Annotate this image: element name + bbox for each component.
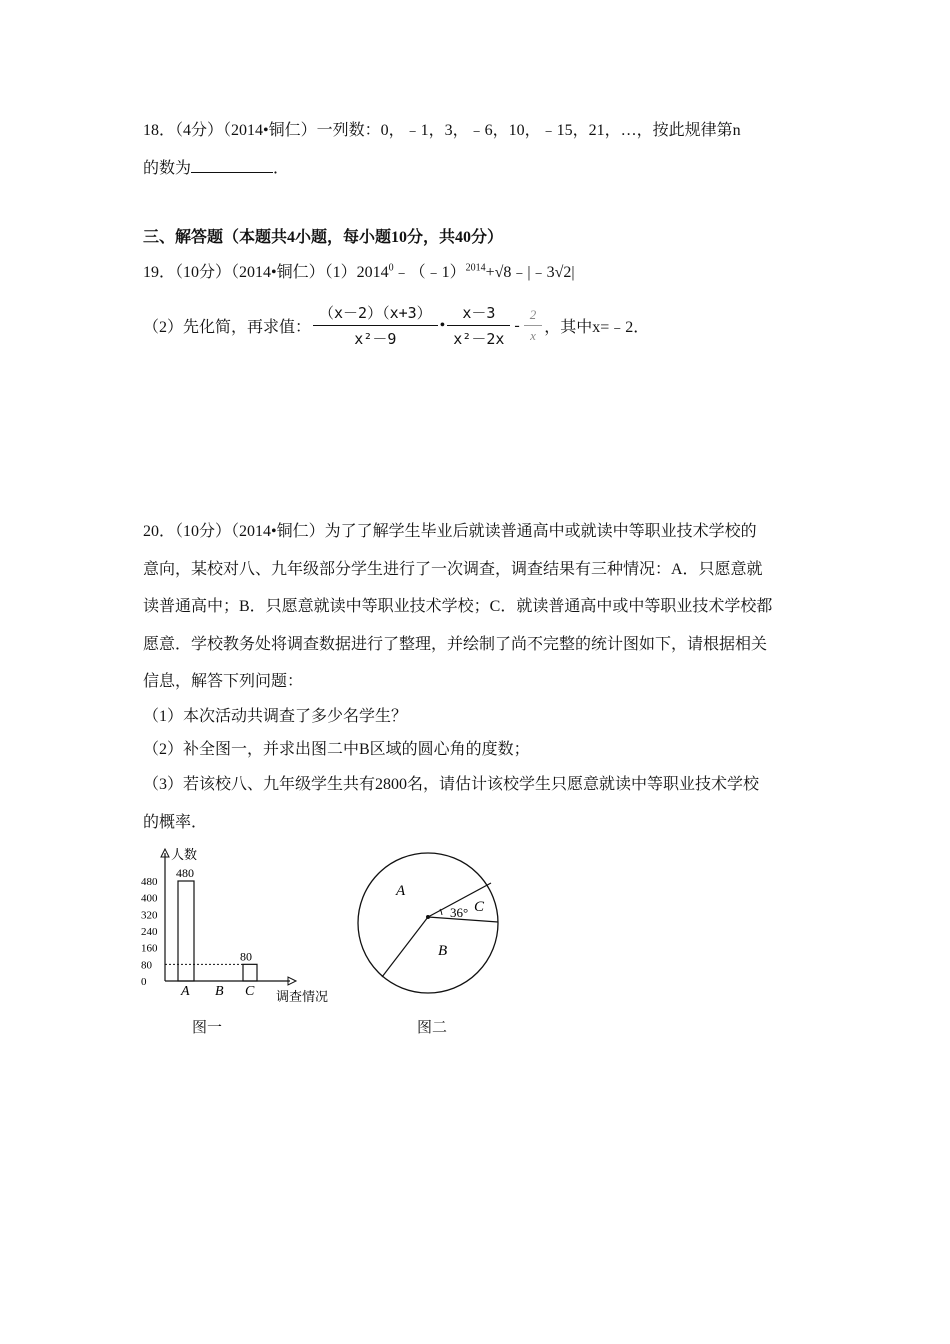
y-axis-label: 人数 — [171, 847, 198, 862]
fraction-1-numerator: （x－2）（x+3） — [313, 302, 438, 326]
fraction-2-numerator: x－3 — [447, 302, 510, 326]
pie-label-a: A — [396, 883, 406, 899]
q19-part1-pre: 19．（10分）（2014•铜仁）（1）2014 — [143, 264, 389, 281]
pie-chart — [350, 845, 510, 1005]
q19-part2 — [143, 302, 649, 349]
y-tick-label: 320 — [141, 909, 158, 922]
section-title: 三、解答题（本题共4小题，每小题10分，共40分） — [143, 229, 504, 246]
y-tick-label: 480 — [141, 876, 158, 888]
q19-part2-pre: （2）先化简，再求值： — [143, 319, 312, 336]
category-label: C — [245, 984, 255, 999]
q20-subquestion-2: （2）补全图一，并求出图二中B区域的圆心角的度数； — [143, 741, 530, 758]
pie-circle — [358, 853, 498, 993]
q19-part1-mid: ﹣（﹣1） — [393, 264, 466, 281]
minus-operator: - — [514, 316, 520, 334]
pie-center — [426, 915, 430, 919]
y-tick-label: 240 — [141, 926, 158, 938]
q18-line2-suffix: ． — [273, 160, 290, 177]
y-tick-label: 0 — [141, 976, 147, 988]
fraction-1 — [313, 302, 438, 349]
q19-exp0: 0 — [388, 262, 394, 274]
fraction-3 — [524, 307, 543, 344]
q20-line: 20．（10分）（2014•铜仁）为了了解学生毕业后就读普通高中或就读中等职业技术学校的 — [143, 523, 757, 540]
q19-part1 — [143, 259, 575, 282]
q19-exp2014: 2014 — [465, 262, 486, 274]
q18-line2 — [143, 155, 289, 178]
q20-line: 意向，某校对八、九年级部分学生进行了一次调查，调查结果有三种情况：A．只愿意就 — [143, 561, 763, 578]
q18-line2-prefix: 的数为 — [143, 160, 192, 177]
dot-operator: • — [439, 316, 446, 334]
category-label: A — [181, 984, 190, 999]
q18-line1: 18．（4分）（2014•铜仁）一列数：0，﹣1，3，﹣6，10，﹣15，21，…，按此规律第n — [143, 122, 741, 139]
q20-subquestion-1: （1）本次活动共调查了多少名学生？ — [143, 708, 408, 725]
y-tick-label: 160 — [141, 942, 158, 955]
y-tick-label: 400 — [141, 892, 158, 905]
answer-blank[interactable] — [191, 158, 273, 173]
angle-label: 36° — [450, 905, 469, 920]
q19-part2-post: ，其中x=﹣2． — [544, 319, 650, 336]
bar-c — [243, 964, 257, 981]
fraction-2 — [447, 302, 510, 349]
category-label: B — [215, 984, 224, 999]
bar-value-label: 480 — [176, 866, 194, 880]
q20-line: 的概率． — [143, 814, 208, 831]
pie-divider-ab — [382, 917, 428, 977]
pie-label-b: B — [438, 943, 448, 959]
q19-part1-post: +√8﹣|﹣3√2| — [485, 264, 575, 281]
y-tick-label: 80 — [141, 959, 152, 972]
figure-2-caption: 图二 — [417, 1018, 448, 1036]
fraction-3-denominator: x — [530, 328, 536, 343]
fraction-1-denominator: x²－9 — [354, 330, 397, 348]
fraction-2-denominator: x²－2x — [453, 330, 505, 348]
bar-chart — [138, 843, 338, 1013]
x-axis-label: 调查情况 — [276, 989, 329, 1004]
bar-a — [178, 881, 194, 981]
fraction-3-numerator: 2 — [524, 307, 543, 326]
pie-label-c: C — [474, 899, 485, 915]
q20-subquestion-3: （3）若该校八、九年级学生共有2800名，请估计该校学生只愿意就读中等职业技术学校 — [143, 776, 760, 793]
figure-1-caption: 图一 — [192, 1018, 223, 1036]
q20-line: 愿意．学校教务处将调查数据进行了整理，并绘制了尚不完整的统计图如下，请根据相关 — [143, 636, 768, 653]
q20-line: 读普通高中；B．只愿意就读中等职业技术学校；C．就读普通高中或中等职业技术学校都 — [143, 598, 773, 615]
q20-line: 信息，解答下列问题： — [143, 673, 304, 690]
bar-value-label: 80 — [240, 949, 252, 964]
